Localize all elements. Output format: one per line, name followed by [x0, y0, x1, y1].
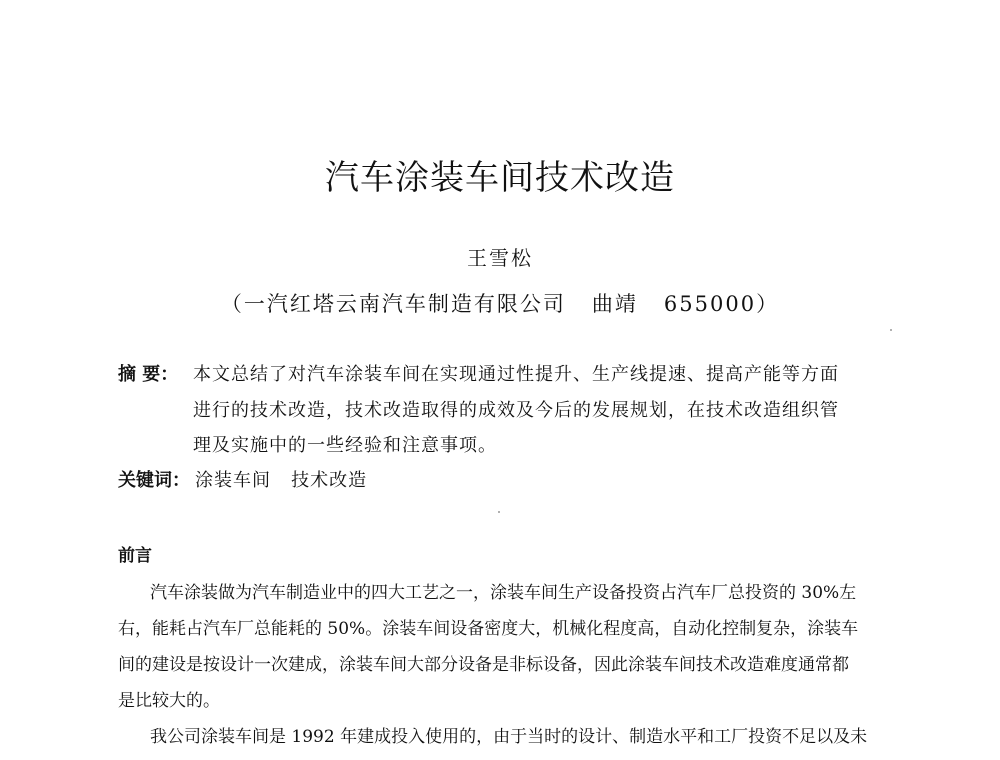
author-affiliation — [0, 288, 1000, 318]
abstract-label: 摘 要： — [118, 364, 179, 385]
affiliation-zip: 655000） — [663, 292, 780, 316]
body-text-line: 间的建设是按设计一次建成，涂装车间大部分设备是非标设备，因此涂装车间技术改造难度通常都 — [118, 655, 849, 675]
abstract-line: 本文总结了对汽车涂装车间在实现通过性提升、生产线提速、提高产能等方面 — [193, 364, 839, 385]
body-text-line: 右，能耗占汽车厂总能耗的 50%。涂装车间设备密度大，机械化程度高，自动化控制复杂，涂装车 — [118, 619, 859, 639]
paper-title: 汽车涂装车间技术改造 — [325, 158, 675, 198]
author-name: 王雪松 — [467, 246, 533, 270]
keywords-text: 涂装车间 技术改造 — [195, 470, 368, 491]
section-heading: 前言 — [118, 546, 152, 566]
body-text-line: 我公司涂装车间是 1992 年建成投入使用的，由于当时的设计、制造水平和工厂投资不足以及未 — [150, 727, 868, 747]
body-text-line: 是比较大的。 — [118, 691, 220, 711]
scan-speck — [890, 329, 892, 331]
body-text-line: 汽车涂装做为汽车制造业中的四大工艺之一，涂装车间生产设备投资占汽车厂总投资的 30%左 — [150, 583, 857, 603]
scan-speck — [498, 511, 500, 513]
keywords-label: 关键词： — [118, 470, 190, 491]
abstract-line: 进行的技术改造，技术改造取得的成效及今后的发展规划，在技术改造组织管 — [193, 400, 839, 421]
affiliation-city: 曲靖 — [591, 292, 638, 316]
affiliation-org: （一汽红塔云南汽车制造有限公司 — [220, 292, 566, 316]
abstract-line: 理及实施中的一些经验和注意事项。 — [193, 435, 497, 456]
